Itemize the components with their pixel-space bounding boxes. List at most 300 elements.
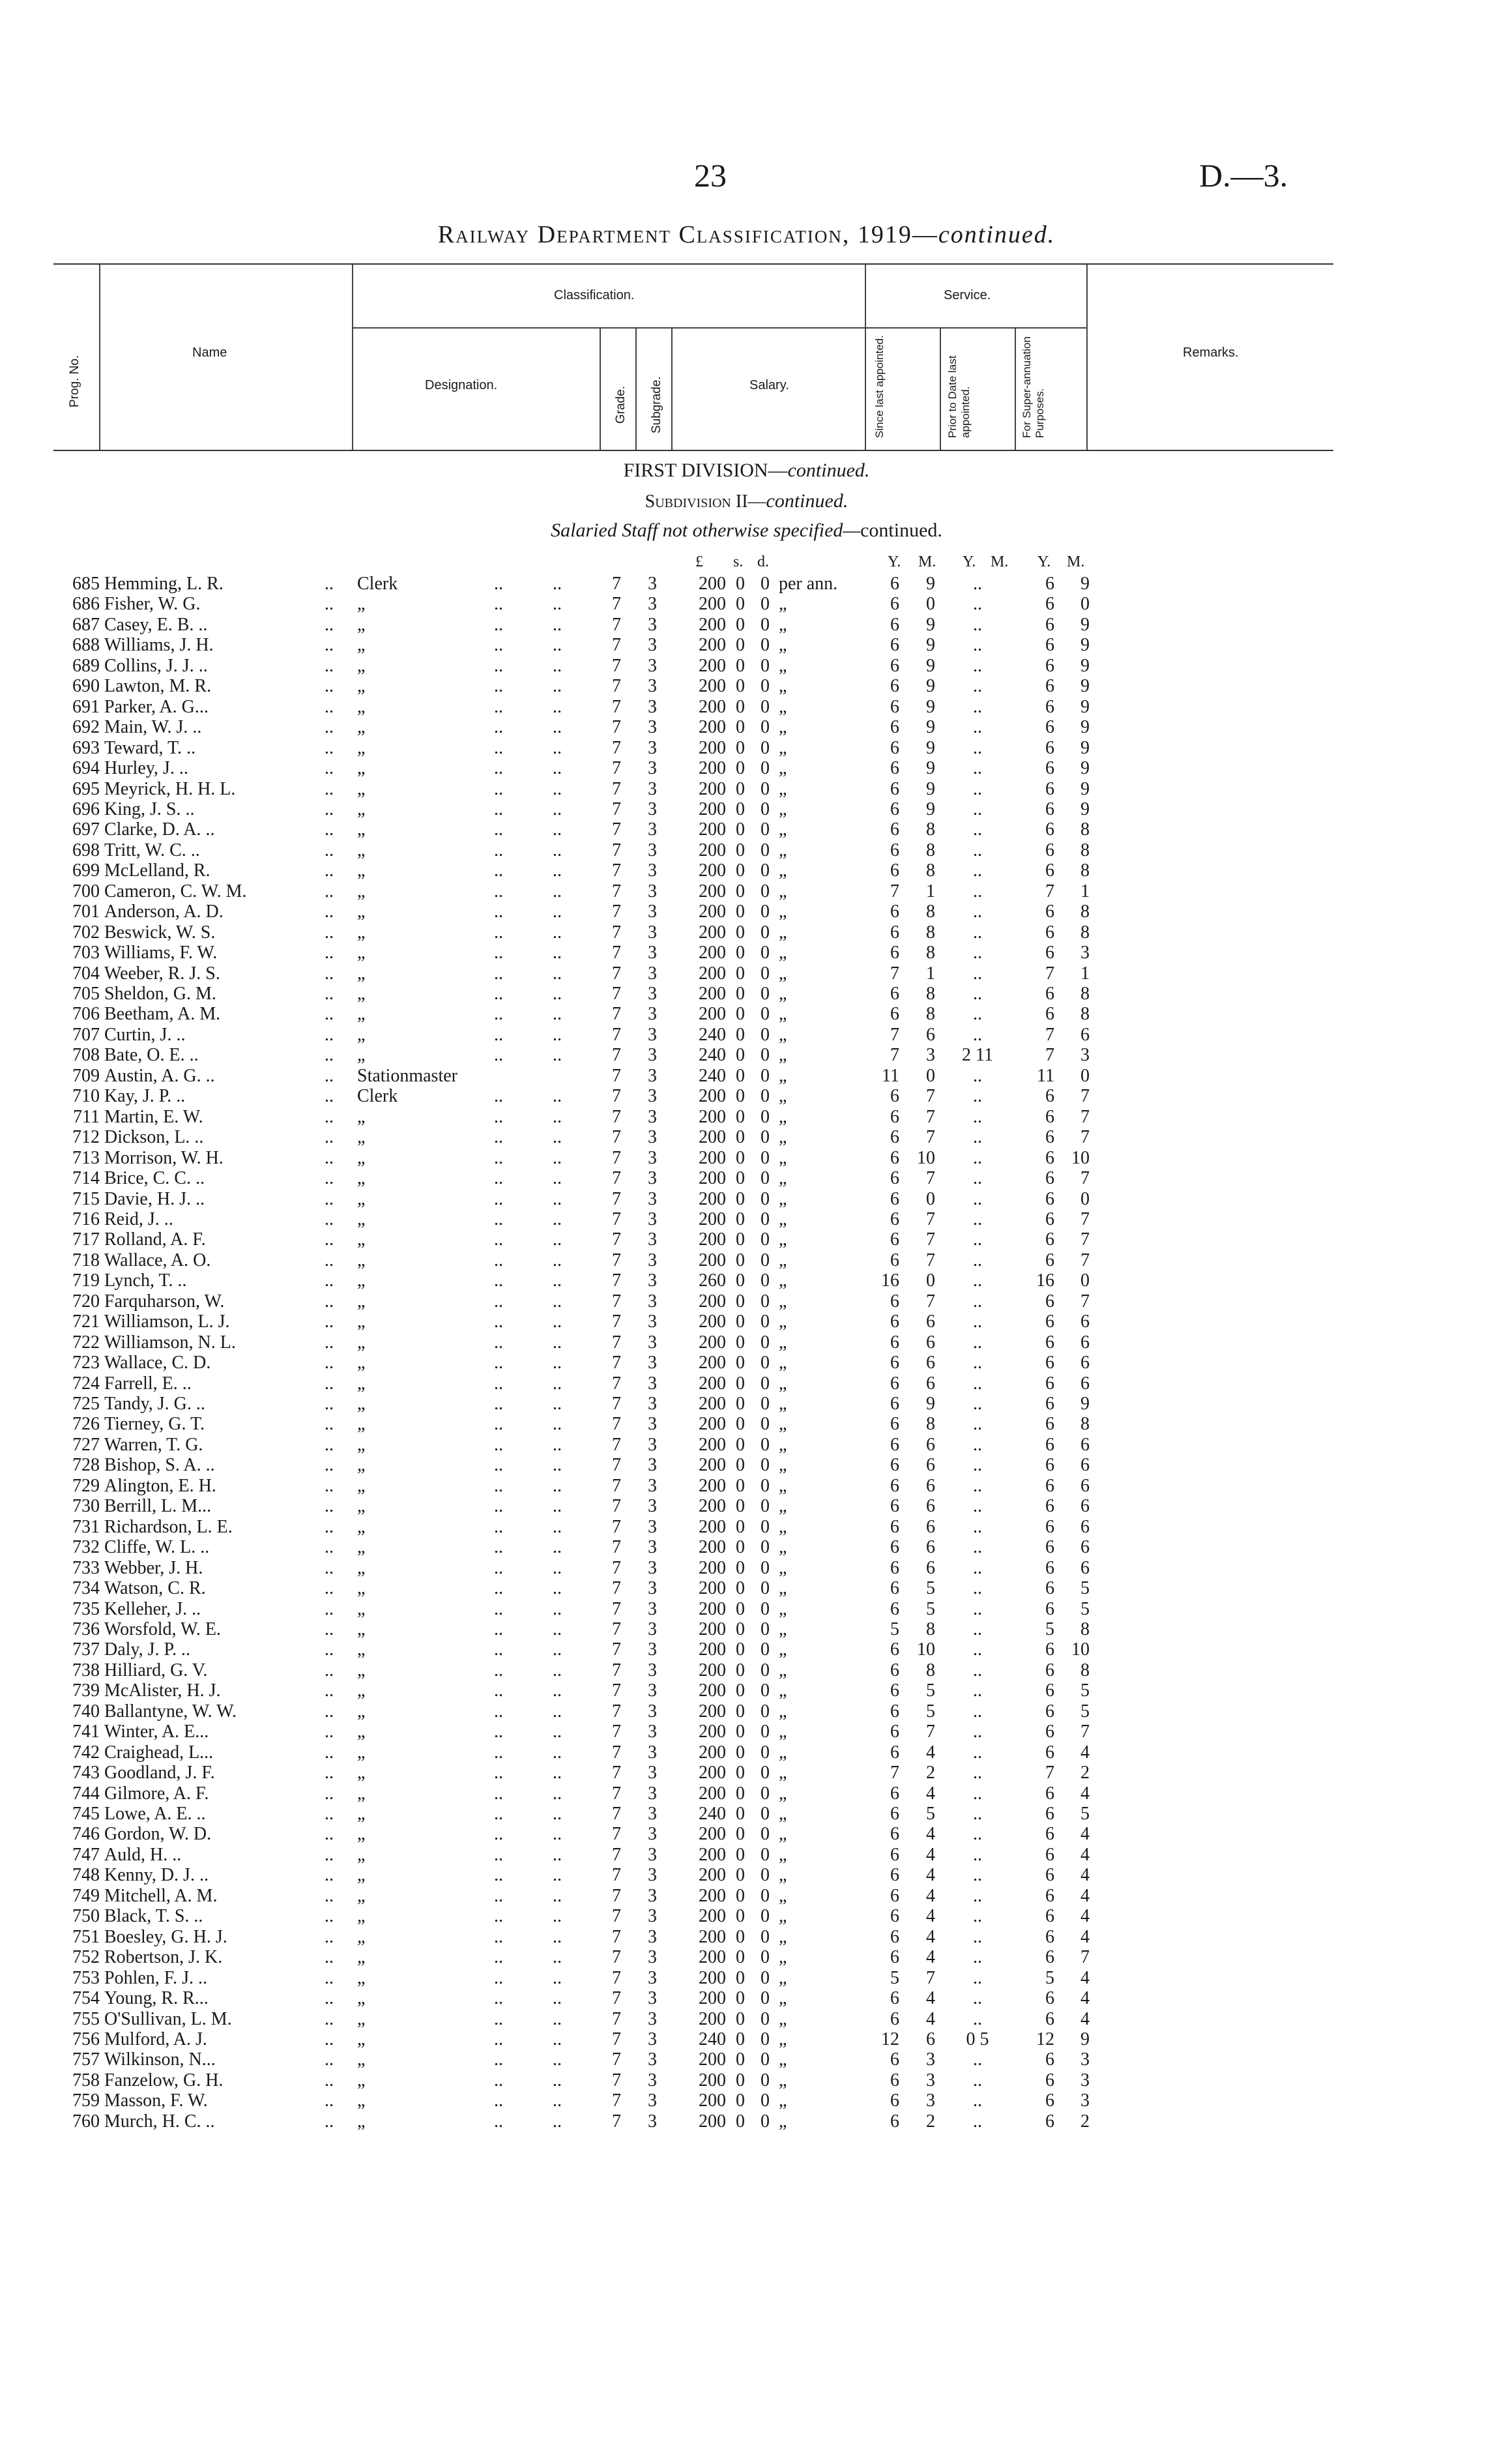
- staff-name: Reid, J. ..: [104, 1209, 173, 1229]
- since-months: 6: [926, 1353, 935, 1373]
- salary-pounds: 200: [699, 594, 726, 615]
- super-months: 6: [1080, 1373, 1090, 1394]
- since-years: 6: [890, 1578, 899, 1599]
- header-superannuation: For Super-annuation Purposes.: [1021, 336, 1046, 438]
- designation: „: [357, 1414, 366, 1435]
- leader-dots: ..: [553, 840, 562, 860]
- leader-dots: ..: [553, 1475, 562, 1496]
- salary-period: „: [779, 614, 787, 635]
- since-years: 6: [890, 799, 899, 819]
- leader-dots: ..: [325, 655, 334, 676]
- prog-number: 709: [72, 1065, 100, 1086]
- leader-dots: ..: [553, 1763, 562, 1783]
- leader-dots: ..: [553, 902, 562, 922]
- salary-pounds: 200: [699, 963, 726, 984]
- leader-dots: ..: [325, 1250, 334, 1270]
- prog-number: 701: [72, 902, 100, 922]
- designation: „: [357, 655, 366, 676]
- designation: „: [357, 984, 366, 1004]
- since-years: 6: [890, 594, 899, 615]
- prog-number: 712: [72, 1127, 100, 1148]
- salary-period: „: [779, 1065, 787, 1086]
- header-name: Name: [192, 345, 227, 360]
- leader-dots: ..: [553, 1086, 562, 1107]
- prog-number: 716: [72, 1209, 100, 1229]
- leader-dots: ..: [325, 1598, 334, 1619]
- since-years: 6: [890, 655, 899, 676]
- staff-name: Daly, J. P. ..: [104, 1639, 190, 1660]
- since-years: 6: [890, 676, 899, 697]
- salary-pounds: 200: [699, 574, 726, 594]
- leader-dots: ..: [553, 1722, 562, 1742]
- leader-dots: ..: [494, 1680, 503, 1701]
- prior-service: ..: [973, 1844, 982, 1865]
- staff-name: Brice, C. C. ..: [104, 1168, 205, 1189]
- salary-shillings: 0: [736, 1537, 745, 1558]
- designation: „: [357, 696, 366, 717]
- grade: 7: [612, 1024, 621, 1045]
- header-salary: Salary.: [749, 378, 789, 392]
- super-years: 7: [1045, 1763, 1054, 1783]
- leader-dots: ..: [553, 2111, 562, 2132]
- leader-dots: ..: [494, 943, 503, 963]
- salary-shillings: 0: [736, 676, 745, 697]
- since-months: 9: [926, 696, 935, 717]
- staff-name: Farquharson, W.: [104, 1291, 225, 1312]
- designation: „: [357, 1783, 366, 1804]
- super-months: 4: [1080, 1988, 1090, 2009]
- designation: „: [357, 1127, 366, 1148]
- salary-period: „: [779, 1701, 787, 1722]
- salary-period: „: [779, 1086, 787, 1107]
- salary-pounds: 200: [699, 1434, 726, 1455]
- salary-pence: 0: [761, 1557, 770, 1578]
- grade: 7: [612, 2070, 621, 2090]
- leader-dots: ..: [325, 1947, 334, 1968]
- prior-service: ..: [973, 1209, 982, 1229]
- subgrade: 3: [648, 840, 657, 860]
- salary-period: „: [779, 1967, 787, 1988]
- since-years: 7: [890, 881, 899, 902]
- staff-name: Collins, J. J. ..: [104, 655, 208, 676]
- super-years: 6: [1045, 1537, 1054, 1558]
- super-months: 6: [1080, 1353, 1090, 1373]
- staff-name: Black, T. S. ..: [104, 1906, 203, 1927]
- since-years: 5: [890, 1619, 899, 1639]
- since-years: 6: [890, 1660, 899, 1680]
- salary-shillings: 0: [736, 1455, 745, 1476]
- salary-period: „: [779, 1763, 787, 1783]
- since-years: 6: [890, 696, 899, 717]
- staff-name: Williamson, L. J.: [104, 1312, 230, 1332]
- leader-dots: ..: [494, 1722, 503, 1742]
- col-divider-grade: [635, 329, 637, 450]
- salary-period: „: [779, 1250, 787, 1270]
- subgrade: 3: [648, 1106, 657, 1127]
- since-years: 6: [890, 1496, 899, 1517]
- salary-period: „: [779, 2111, 787, 2132]
- prior-service: ..: [973, 737, 982, 758]
- salary-period: „: [779, 1168, 787, 1189]
- prog-number: 685: [72, 574, 100, 594]
- subgrade: 3: [648, 1127, 657, 1148]
- prior-service: ..: [973, 819, 982, 840]
- staff-name: Fisher, W. G.: [104, 594, 201, 615]
- leader-dots: ..: [494, 1086, 503, 1107]
- salary-pounds: 200: [699, 1844, 726, 1865]
- designation: „: [357, 1824, 366, 1845]
- leader-dots: ..: [553, 717, 562, 738]
- grade: 7: [612, 799, 621, 819]
- salary-pence: 0: [761, 1475, 770, 1496]
- since-months: 6: [926, 1557, 935, 1578]
- super-months: 3: [1080, 2090, 1090, 2111]
- salary-pounds: 200: [699, 1578, 726, 1599]
- leader-dots: ..: [553, 1680, 562, 1701]
- since-months: 9: [926, 574, 935, 594]
- leader-dots: ..: [325, 1353, 334, 1373]
- super-months: 6: [1080, 1455, 1090, 1476]
- since-years: 6: [890, 1516, 899, 1537]
- leader-dots: ..: [494, 2049, 503, 2070]
- salary-pence: 0: [761, 1516, 770, 1537]
- staff-name: Morrison, W. H.: [104, 1147, 224, 1168]
- staff-name: Meyrick, H. H. L.: [104, 778, 236, 799]
- since-months: 8: [926, 943, 935, 963]
- super-months: 7: [1080, 1229, 1090, 1250]
- prog-number: 726: [72, 1414, 100, 1435]
- super-months: 8: [1080, 1660, 1090, 1680]
- grade: 7: [612, 1496, 621, 1517]
- prog-number: 750: [72, 1906, 100, 1927]
- salary-pounds: 200: [699, 1291, 726, 1312]
- salary-period: „: [779, 1045, 787, 1066]
- prior-service: ..: [973, 614, 982, 635]
- leader-dots: ..: [494, 1045, 503, 1066]
- prior-service: ..: [973, 758, 982, 779]
- super-months: 10: [1071, 1639, 1090, 1660]
- salary-shillings: 0: [736, 717, 745, 738]
- salary-pounds: 200: [699, 1557, 726, 1578]
- leader-dots: ..: [494, 635, 503, 656]
- leader-dots: ..: [325, 1086, 334, 1107]
- salary-pence: 0: [761, 1353, 770, 1373]
- staff-name: Fanzelow, G. H.: [104, 2070, 224, 2090]
- leader-dots: ..: [325, 902, 334, 922]
- since-years: 6: [890, 614, 899, 635]
- since-years: 6: [890, 1434, 899, 1455]
- salary-pence: 0: [761, 922, 770, 943]
- grade: 7: [612, 1537, 621, 1558]
- salary-shillings: 0: [736, 1045, 745, 1066]
- leader-dots: ..: [494, 1660, 503, 1680]
- since-months: 8: [926, 984, 935, 1004]
- subgrade: 3: [648, 1783, 657, 1804]
- grade: 7: [612, 1947, 621, 1968]
- salary-pounds: 200: [699, 1701, 726, 1722]
- prog-number: 728: [72, 1455, 100, 1476]
- leader-dots: ..: [325, 1270, 334, 1291]
- unit-years-super: Y.: [1037, 553, 1051, 570]
- super-months: 2: [1080, 2111, 1090, 2132]
- salary-period: „: [779, 2049, 787, 2070]
- staff-text: Salaried Staff not otherwise specified—: [551, 520, 861, 541]
- leader-dots: ..: [494, 1885, 503, 1906]
- document-title: [0, 220, 1493, 249]
- salary-period: „: [779, 717, 787, 738]
- salary-period: „: [779, 778, 787, 799]
- salary-pence: 0: [761, 1086, 770, 1107]
- prog-number: 729: [72, 1475, 100, 1496]
- subgrade: 3: [648, 1024, 657, 1045]
- since-months: 6: [926, 1434, 935, 1455]
- subgrade: 3: [648, 655, 657, 676]
- leader-dots: ..: [553, 2049, 562, 2070]
- staff-name: Hurley, J. ..: [104, 758, 188, 779]
- staff-name: Casey, E. B. ..: [104, 614, 208, 635]
- subgrade: 3: [648, 1967, 657, 1988]
- grade: 7: [612, 922, 621, 943]
- prior-service: ..: [973, 1106, 982, 1127]
- salary-shillings: 0: [736, 1722, 745, 1742]
- designation: „: [357, 2049, 366, 2070]
- leader-dots: ..: [325, 1434, 334, 1455]
- salary-pence: 0: [761, 881, 770, 902]
- subgrade: 3: [648, 2029, 657, 2049]
- salary-pounds: 200: [699, 2070, 726, 2090]
- staff-name: Tierney, G. T.: [104, 1414, 205, 1435]
- since-years: 6: [890, 840, 899, 860]
- salary-period: „: [779, 1455, 787, 1476]
- super-years: 6: [1045, 1086, 1054, 1107]
- designation: „: [357, 1557, 366, 1578]
- leader-dots: ..: [553, 984, 562, 1004]
- salary-pounds: 200: [699, 902, 726, 922]
- salary-pence: 0: [761, 1106, 770, 1127]
- subgrade: 3: [648, 1926, 657, 1947]
- salary-pounds: 200: [699, 1373, 726, 1394]
- staff-name: Cliffe, W. L. ..: [104, 1537, 210, 1558]
- leader-dots: ..: [494, 1188, 503, 1209]
- super-months: 7: [1080, 1250, 1090, 1270]
- prog-number: 720: [72, 1291, 100, 1312]
- salary-shillings: 0: [736, 902, 745, 922]
- salary-pounds: 200: [699, 943, 726, 963]
- salary-period: „: [779, 1885, 787, 1906]
- since-years: 6: [890, 1865, 899, 1886]
- designation: „: [357, 1988, 366, 2009]
- since-months: 6: [926, 1332, 935, 1353]
- since-years: 6: [890, 1824, 899, 1845]
- salary-pounds: 200: [699, 1496, 726, 1517]
- subgrade: 3: [648, 1394, 657, 1414]
- salary-pounds: 240: [699, 1024, 726, 1045]
- since-months: 9: [926, 655, 935, 676]
- prior-service: ..: [973, 1414, 982, 1435]
- salary-pence: 0: [761, 963, 770, 984]
- grade: 7: [612, 1147, 621, 1168]
- since-months: 4: [926, 1824, 935, 1845]
- subgrade: 3: [648, 676, 657, 697]
- salary-shillings: 0: [736, 1660, 745, 1680]
- prog-number: 714: [72, 1168, 100, 1189]
- prior-service: ..: [973, 1475, 982, 1496]
- leader-dots: ..: [553, 1885, 562, 1906]
- super-years: 6: [1045, 696, 1054, 717]
- leader-dots: ..: [325, 1783, 334, 1804]
- since-years: 6: [890, 758, 899, 779]
- salary-period: „: [779, 2090, 787, 2111]
- prog-number: 703: [72, 943, 100, 963]
- prog-number: 749: [72, 1885, 100, 1906]
- salary-pence: 0: [761, 1332, 770, 1353]
- salary-shillings: 0: [736, 1394, 745, 1414]
- since-years: 7: [890, 963, 899, 984]
- salary-period: „: [779, 1414, 787, 1435]
- prog-number: 693: [72, 737, 100, 758]
- super-years: 6: [1045, 1824, 1054, 1845]
- prog-number: 692: [72, 717, 100, 738]
- since-months: 6: [926, 1537, 935, 1558]
- salary-pence: 0: [761, 819, 770, 840]
- salary-period: „: [779, 2008, 787, 2029]
- salary-pence: 0: [761, 1127, 770, 1148]
- subgrade: 3: [648, 1455, 657, 1476]
- salary-pounds: 200: [699, 1475, 726, 1496]
- salary-pounds: 200: [699, 1209, 726, 1229]
- prog-number: 713: [72, 1147, 100, 1168]
- prior-service: ..: [973, 2090, 982, 2111]
- super-months: 4: [1080, 1742, 1090, 1763]
- subgrade: 3: [648, 574, 657, 594]
- salary-pounds: 200: [699, 1168, 726, 1189]
- prior-service: ..: [973, 860, 982, 881]
- since-months: 7: [926, 1967, 935, 1988]
- salary-pence: 0: [761, 1967, 770, 1988]
- designation: „: [357, 2111, 366, 2132]
- since-years: 6: [890, 2008, 899, 2029]
- prior-service: ..: [973, 655, 982, 676]
- leader-dots: ..: [494, 1865, 503, 1886]
- leader-dots: ..: [553, 1004, 562, 1025]
- leader-dots: ..: [325, 840, 334, 860]
- designation: „: [357, 1004, 366, 1025]
- since-months: 6: [926, 1373, 935, 1394]
- super-months: 6: [1080, 1557, 1090, 1578]
- salary-pence: 0: [761, 1250, 770, 1270]
- prior-service: ..: [973, 2070, 982, 2090]
- salary-pence: 0: [761, 574, 770, 594]
- salary-pence: 0: [761, 1885, 770, 1906]
- prior-service: ..: [973, 1229, 982, 1250]
- subgrade: 3: [648, 2049, 657, 2070]
- salary-pounds: 200: [699, 758, 726, 779]
- grade: 7: [612, 1967, 621, 1988]
- leader-dots: ..: [553, 1291, 562, 1312]
- super-months: 5: [1080, 1804, 1090, 1824]
- since-months: 4: [926, 2008, 935, 2029]
- super-months: 3: [1080, 943, 1090, 963]
- designation: „: [357, 1270, 366, 1291]
- salary-shillings: 0: [736, 1373, 745, 1394]
- super-months: 9: [1080, 635, 1090, 656]
- leader-dots: ..: [325, 799, 334, 819]
- salary-shillings: 0: [736, 963, 745, 984]
- subgrade: 3: [648, 1844, 657, 1865]
- super-years: 6: [1045, 1455, 1054, 1476]
- prog-number: 708: [72, 1045, 100, 1066]
- leader-dots: ..: [494, 1988, 503, 2009]
- since-years: 6: [890, 1004, 899, 1025]
- salary-pounds: 200: [699, 1414, 726, 1435]
- salary-pence: 0: [761, 2090, 770, 2111]
- salary-shillings: 0: [736, 2008, 745, 2029]
- designation: „: [357, 1680, 366, 1701]
- salary-pence: 0: [761, 860, 770, 881]
- designation: „: [357, 1967, 366, 1988]
- leader-dots: ..: [325, 2090, 334, 2111]
- leader-dots: ..: [553, 1188, 562, 1209]
- designation: „: [357, 1394, 366, 1414]
- super-months: 9: [1080, 799, 1090, 819]
- leader-dots: ..: [553, 1783, 562, 1804]
- super-months: 1: [1080, 881, 1090, 902]
- prior-service: ..: [973, 1291, 982, 1312]
- prior-service: ..: [973, 1763, 982, 1783]
- prior-service: ..: [973, 1885, 982, 1906]
- grade: 7: [612, 1680, 621, 1701]
- since-months: 6: [926, 1496, 935, 1517]
- prior-service: ..: [973, 1250, 982, 1270]
- salary-pounds: 200: [699, 2008, 726, 2029]
- subgrade: 3: [648, 1680, 657, 1701]
- salary-pence: 0: [761, 1312, 770, 1332]
- super-years: 6: [1045, 1496, 1054, 1517]
- since-months: 0: [926, 1270, 935, 1291]
- since-months: 5: [926, 1804, 935, 1824]
- designation: „: [357, 860, 366, 881]
- leader-dots: ..: [325, 1168, 334, 1189]
- prog-number: 753: [72, 1967, 100, 1988]
- designation: „: [357, 1516, 366, 1537]
- staff-name: Watson, C. R.: [104, 1578, 206, 1599]
- since-months: 7: [926, 1250, 935, 1270]
- salary-shillings: 0: [736, 1188, 745, 1209]
- super-years: 6: [1045, 1475, 1054, 1496]
- staff-name: Kenny, D. J. ..: [104, 1865, 209, 1886]
- leader-dots: ..: [325, 1516, 334, 1537]
- since-months: 9: [926, 778, 935, 799]
- salary-shillings: 0: [736, 1578, 745, 1599]
- since-years: 6: [890, 1291, 899, 1312]
- salary-pence: 0: [761, 1455, 770, 1476]
- super-months: 6: [1080, 1024, 1090, 1045]
- salary-period: „: [779, 2029, 787, 2049]
- salary-pence: 0: [761, 1045, 770, 1066]
- super-years: 6: [1045, 1106, 1054, 1127]
- since-years: 7: [890, 1024, 899, 1045]
- salary-pence: 0: [761, 1188, 770, 1209]
- prog-number: 698: [72, 840, 100, 860]
- prior-service: ..: [973, 881, 982, 902]
- since-months: 7: [926, 1106, 935, 1127]
- prior-service: ..: [973, 1598, 982, 1619]
- prior-service: ..: [973, 1906, 982, 1927]
- super-months: 8: [1080, 922, 1090, 943]
- salary-shillings: 0: [736, 1332, 745, 1353]
- prog-number: 734: [72, 1578, 100, 1599]
- since-years: 7: [890, 1763, 899, 1783]
